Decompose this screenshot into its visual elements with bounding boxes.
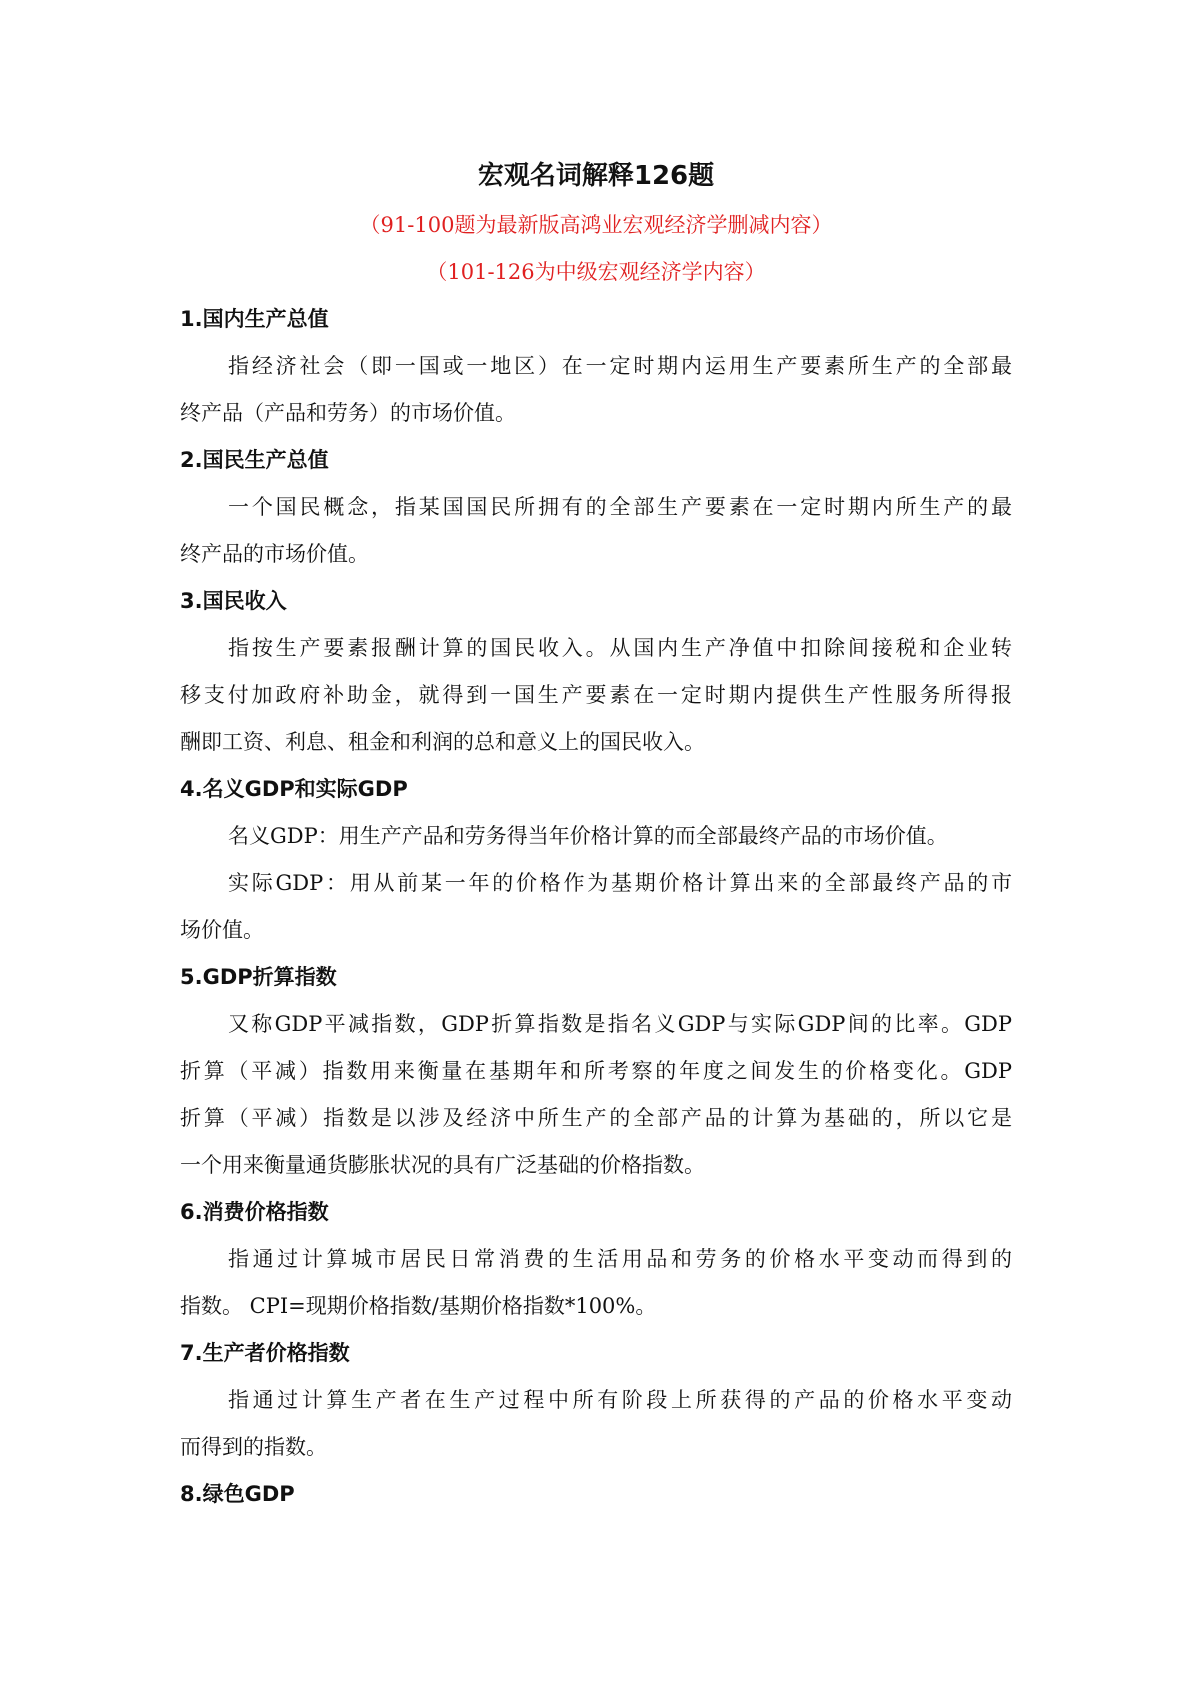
subtitle-note: （91-100题为最新版高鸿业宏观经济学删减内容） xyxy=(359,213,833,237)
paragraph-line: 终产品的市场价值。 xyxy=(180,542,369,566)
section-heading: 4.名义GDP和实际GDP xyxy=(180,777,408,801)
paragraph-line: 指通过计算生产者在生产过程中所有阶段上所获得的产品的价格水平变动 xyxy=(228,1388,1012,1412)
section-heading: 8.绿色GDP xyxy=(180,1482,295,1506)
section-heading: 7.生产者价格指数 xyxy=(180,1341,350,1365)
paragraph-line: 折算（平减）指数是以涉及经济中所生产的全部产品的计算为基础的，所以它是 xyxy=(180,1106,1012,1130)
paragraph-line: 名义GDP：用生产产品和劳务得当年价格计算的而全部最终产品的市场价值。 xyxy=(228,824,948,848)
paragraph-line: 又称GDP平减指数，GDP折算指数是指名义GDP与实际GDP间的比率。GDP xyxy=(228,1012,1012,1036)
section-heading: 2.国民生产总值 xyxy=(180,448,329,472)
paragraph-line: 终产品（产品和劳务）的市场价值。 xyxy=(180,401,516,425)
paragraph-line: 指通过计算城市居民日常消费的生活用品和劳务的价格水平变动而得到的 xyxy=(228,1247,1012,1271)
paragraph-line: 场价值。 xyxy=(180,918,264,942)
paragraph-line: 折算（平减）指数用来衡量在基期年和所考察的年度之间发生的价格变化。GDP xyxy=(180,1059,1012,1083)
paragraph-line: 而得到的指数。 xyxy=(180,1435,327,1459)
paragraph-line: 移支付加政府补助金，就得到一国生产要素在一定时期内提供生产性服务所得报 xyxy=(180,683,1012,707)
paragraph-line: 指按生产要素报酬计算的国民收入。从国内生产净值中扣除间接税和企业转 xyxy=(228,636,1012,660)
section-heading: 3.国民收入 xyxy=(180,589,287,613)
paragraph-line: 指经济社会（即一国或一地区）在一定时期内运用生产要素所生产的全部最 xyxy=(228,354,1012,378)
document-page xyxy=(180,150,1012,1518)
paragraph-line: 一个国民概念，指某国国民所拥有的全部生产要素在一定时期内所生产的最 xyxy=(228,495,1012,519)
paragraph-line: 酬即工资、利息、租金和利润的总和意义上的国民收入。 xyxy=(180,730,705,754)
sections xyxy=(180,296,1012,1518)
paragraph-line: 指数。 CPI=现期价格指数/基期价格指数*100%。 xyxy=(180,1294,657,1318)
section-heading: 5.GDP折算指数 xyxy=(180,965,337,989)
section-heading: 6.消费价格指数 xyxy=(180,1200,329,1224)
document-title: 宏观名词解释126题 xyxy=(477,161,715,191)
subtitle-note: （101-126为中级宏观经济学内容） xyxy=(426,260,766,284)
section-heading: 1.国内生产总值 xyxy=(180,307,329,331)
paragraph-line: 实际GDP：用从前某一年的价格作为基期价格计算出来的全部最终产品的市 xyxy=(228,871,1012,895)
paragraph-line: 一个用来衡量通货膨胀状况的具有广泛基础的价格指数。 xyxy=(180,1153,705,1177)
